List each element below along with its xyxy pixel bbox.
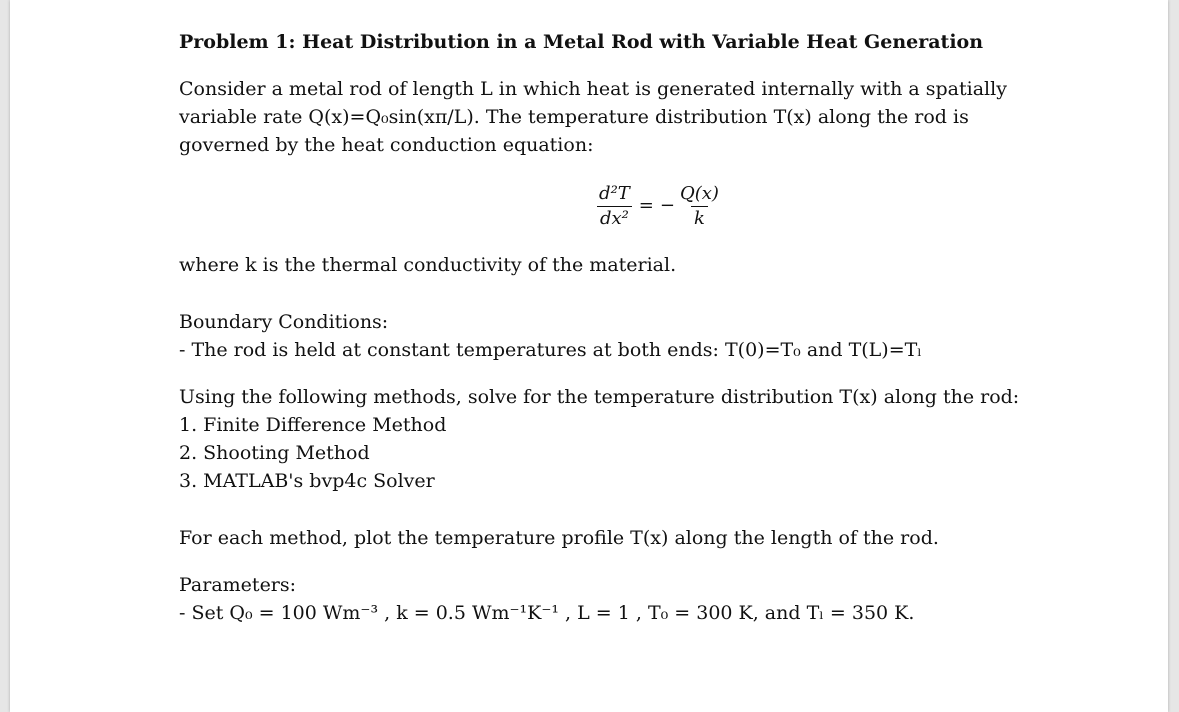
intro-line-3: governed by the heat conduction equation:	[179, 134, 594, 156]
rhs-numerator: Q(x)	[679, 182, 719, 204]
intro-line-1: Consider a metal rod of length L in which heat is generated internally with a spatially	[179, 78, 1007, 100]
lhs-fraction	[596, 182, 633, 231]
minus-sign: −	[659, 195, 675, 216]
document-content	[179, 28, 1139, 627]
intro-paragraph	[179, 75, 1139, 159]
parameters-text: - Set Q₀ = 100 Wm⁻³ , k = 0.5 Wm⁻¹K⁻¹ , L = 1 , T₀ = 300 K, and Tₗ = 350 K.	[179, 602, 915, 624]
method-item: 2. Shooting Method	[179, 442, 370, 464]
rhs-denominator: k	[691, 206, 708, 231]
methods-intro: Using the following methods, solve for the temperature distribution T(x) along the rod:	[179, 386, 1020, 408]
intro-line-2: variable rate Q(x)=Q₀sin(xπ/L). The temperature distribution T(x) along the rod is	[179, 106, 969, 128]
equals-sign: =	[638, 195, 654, 216]
method-item: 1. Finite Difference Method	[179, 414, 447, 436]
plot-instruction: For each method, plot the temperature profile T(x) along the length of the rod.	[179, 527, 939, 549]
problem-title: Problem 1: Heat Distribution in a Metal Rod with Variable Heat Generation	[179, 31, 984, 53]
lhs-numerator: d²T	[599, 182, 630, 204]
parameters-heading: Parameters:	[179, 574, 297, 596]
boundary-text: - The rod is held at constant temperatures at both ends: T(0)=T₀ and T(L)=Tₗ	[179, 339, 922, 361]
document-page	[10, 0, 1168, 712]
rhs-fraction	[677, 182, 722, 231]
heat-equation	[179, 161, 1139, 251]
boundary-heading: Boundary Conditions:	[179, 311, 389, 333]
lhs-denominator: dx²	[597, 206, 632, 231]
where-text: where k is the thermal conductivity of the material.	[179, 254, 677, 276]
method-item: 3. MATLAB's bvp4c Solver	[179, 470, 435, 492]
